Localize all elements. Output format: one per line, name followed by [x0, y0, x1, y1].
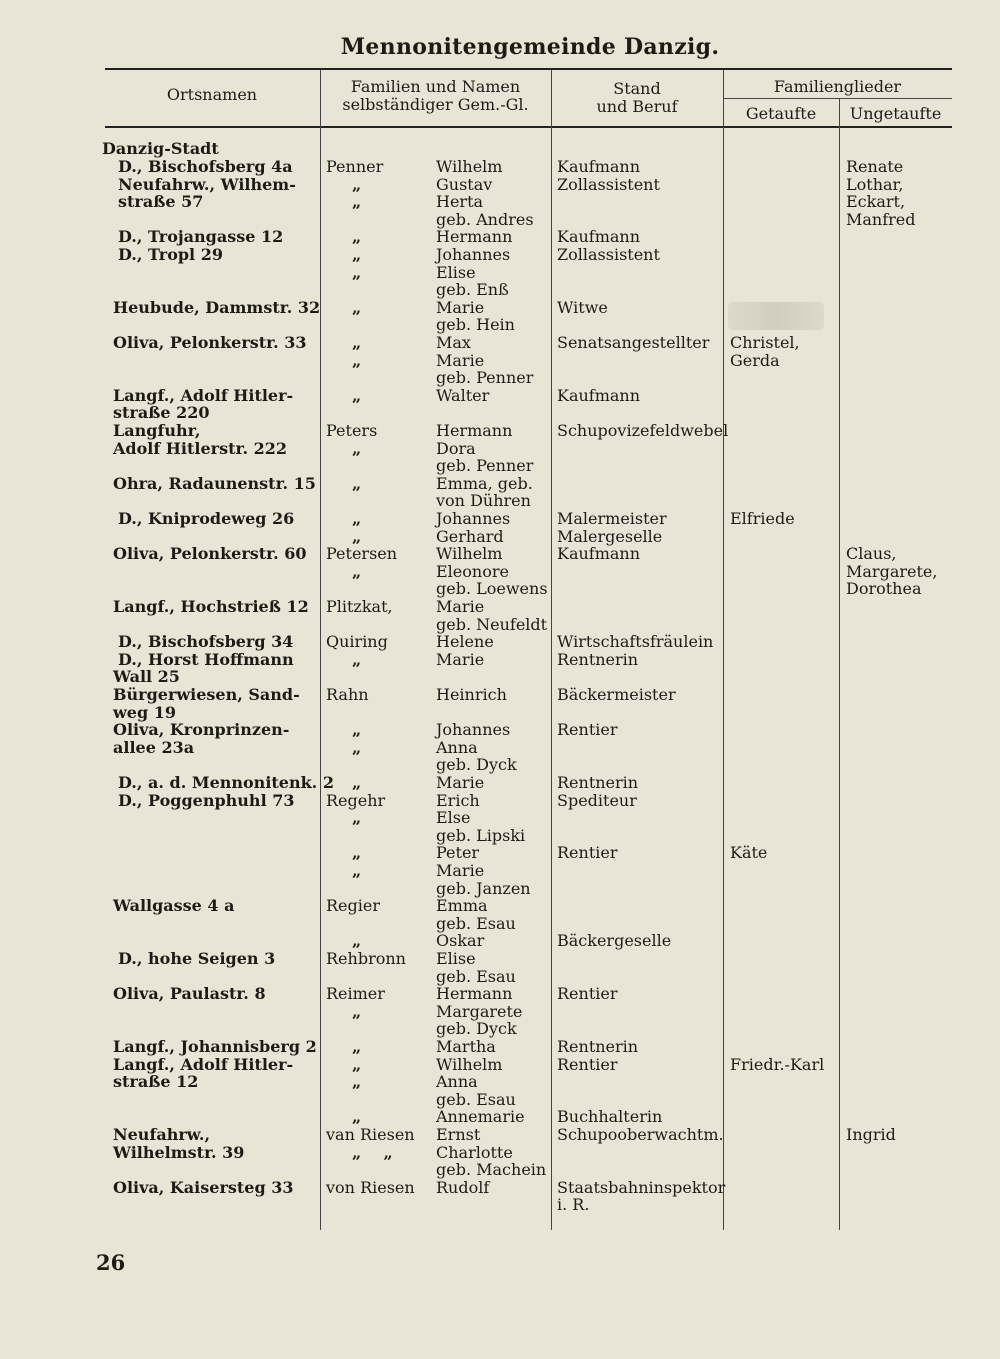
row-family-name: „ [352, 526, 362, 546]
row-place: Oliva, Pelonkerstr. 60 [113, 544, 307, 564]
page-title: Mennonitengemeinde Danzig. [340, 34, 720, 60]
row-family-name: „ [352, 245, 362, 264]
row-family-name: „ [352, 773, 362, 792]
row-family-name: „ [352, 737, 362, 757]
row-family-name: Rehbronn [326, 949, 406, 968]
row-first-name: Annemarie [436, 1107, 525, 1127]
row-place: weg 19 [113, 702, 176, 722]
row-baptized-member: Käte [730, 843, 768, 863]
row-first-name: geb. Hein [436, 315, 515, 335]
row-family-name: Regehr [326, 790, 386, 810]
row-first-name: Johannes [436, 245, 511, 264]
row-family-name: „ [352, 1107, 362, 1127]
row-place: D., Horst Hoffmann [118, 649, 294, 669]
row-first-name: Wilhelm [436, 157, 503, 176]
row-family-name: „ [352, 174, 362, 194]
row-occupation: Schupovizefeldwebel [557, 421, 729, 440]
row-first-name: Anna [436, 737, 478, 757]
row-first-name: Elise [436, 949, 476, 968]
row-place: D., Bischofsberg 4a [118, 157, 293, 176]
row-first-name: Marie [436, 297, 485, 317]
row-place: Ohra, Radaunenstr. 15 [113, 473, 316, 493]
row-first-name: geb. Neufeldt [436, 614, 548, 634]
row-place: D., Bischofsberg 34 [118, 632, 294, 652]
row-place: Heubude, Dammstr. 32 [113, 297, 321, 317]
row-family-name: „ [352, 473, 362, 493]
row-first-name: Erich [436, 790, 480, 810]
row-first-name: Peter [436, 843, 480, 863]
column-divider [839, 98, 840, 1230]
row-occupation: Bäckermeister [557, 685, 676, 704]
row-first-name: Marie [436, 350, 485, 370]
header-familien-line1: Familien und Namen [350, 77, 521, 96]
header-familien-line2: selbständiger Gem.-Gl. [342, 95, 529, 114]
row-first-name: Charlotte [436, 1142, 513, 1162]
row-place: D., Kniprodeweg 26 [118, 509, 295, 528]
row-family-name: „ [352, 861, 362, 880]
row-first-name: Gustav [436, 174, 493, 194]
row-occupation: Zollassistent [557, 245, 660, 264]
row-occupation: Staatsbahninspektor [557, 1177, 726, 1197]
row-place: Langf., Hochstrieß 12 [113, 597, 309, 616]
row-family-name: „ [352, 333, 362, 352]
row-first-name: geb. Janzen [436, 878, 531, 898]
row-occupation: Bäckergeselle [557, 931, 672, 951]
paper-stain [728, 302, 824, 330]
row-baptized-member: Friedr.-Karl [730, 1054, 825, 1074]
row-family-name: „ [352, 509, 362, 528]
row-family-name: „ [352, 1001, 362, 1021]
row-occupation: Rentier [557, 984, 618, 1004]
row-place: Adolf Hitlerstr. 222 [113, 438, 287, 458]
row-first-name: Ernst [436, 1125, 481, 1144]
row-first-name: Wilhelm [436, 544, 503, 564]
row-place: straße 220 [113, 403, 210, 423]
row-first-name: Max [436, 333, 471, 352]
row-first-name: Helene [436, 632, 494, 652]
table-header-rule [105, 126, 952, 128]
row-occupation: Buchhalterin [557, 1107, 663, 1127]
header-ortsnamen: Ortsnamen [166, 85, 258, 104]
row-first-name: Wilhelm [436, 1054, 503, 1074]
row-family-name: „ [352, 561, 362, 581]
row-family-name: von Riesen [326, 1177, 415, 1197]
row-first-name: geb. Esau [436, 966, 516, 986]
row-first-name: von Dühren [436, 491, 531, 511]
row-occupation: Kaufmann [557, 544, 641, 564]
row-first-name: Marie [436, 649, 485, 669]
row-family-name: Peters [326, 421, 378, 440]
row-first-name: Eleonore [436, 561, 509, 581]
row-occupation: Kaufmann [557, 227, 641, 247]
row-unbaptized-member: Eckart, [846, 192, 906, 212]
row-first-name: Martha [436, 1037, 496, 1056]
row-first-name: geb. Penner [436, 456, 534, 476]
row-family-name: „ [352, 649, 362, 669]
row-first-name: Herta [436, 192, 484, 212]
row-first-name: Walter [436, 385, 490, 405]
row-place: Langfuhr, [113, 421, 201, 440]
row-family-name: Reimer [326, 984, 385, 1004]
row-occupation: Rentier [557, 720, 618, 740]
subheader-rule [723, 98, 952, 99]
row-occupation: Rentier [557, 843, 618, 863]
row-baptized-member: Gerda [730, 350, 780, 370]
row-place: Langf., Johannisberg 2 [113, 1037, 317, 1056]
row-unbaptized-member: Ingrid [846, 1125, 896, 1144]
row-first-name: Margarete [436, 1001, 523, 1021]
row-first-name: Hermann [436, 421, 513, 440]
row-family-name: „ [352, 1054, 362, 1074]
column-divider [551, 70, 552, 1230]
row-family-name: „ [352, 931, 362, 951]
row-family-name: Rahn [326, 685, 369, 704]
row-place: Oliva, Paulastr. 8 [113, 984, 266, 1004]
row-unbaptized-member: Manfred [846, 209, 916, 229]
row-first-name: Hermann [436, 984, 513, 1004]
row-first-name: Gerhard [436, 526, 504, 546]
row-first-name: Marie [436, 861, 485, 880]
section-heading: Danzig-Stadt [102, 139, 219, 158]
row-first-name: Rudolf [436, 1177, 490, 1197]
row-first-name: Marie [436, 597, 485, 616]
row-unbaptized-member: Dorothea [846, 579, 922, 599]
row-family-name: „ [352, 385, 362, 405]
row-occupation: Malermeister [557, 509, 667, 528]
page-number: 26 [96, 1250, 126, 1275]
row-occupation: Rentnerin [557, 1037, 639, 1056]
row-place: D., Tropl 29 [118, 245, 223, 264]
row-first-name: geb. Andres [436, 209, 534, 229]
row-first-name: geb. Loewens [436, 579, 548, 599]
row-first-name: Emma, geb. [436, 473, 533, 493]
row-occupation: Spediteur [557, 790, 637, 810]
row-occupation: Rentier [557, 1054, 618, 1074]
row-occupation: Rentnerin [557, 649, 639, 669]
row-place: Langf., Adolf Hitler- [113, 385, 294, 405]
row-family-name: „ [352, 808, 362, 828]
row-family-name: „ [352, 843, 362, 863]
row-place: Wallgasse 4 a [113, 896, 235, 916]
row-place: Neufahrw., [113, 1125, 211, 1144]
row-place: straße 57 [118, 192, 204, 212]
row-unbaptized-member: Lothar, [846, 174, 904, 194]
header-stand-line1: Stand [613, 79, 661, 98]
row-occupation: Malergeselle [557, 526, 663, 546]
row-family-name: „ [352, 1037, 362, 1056]
row-place: Oliva, Kaisersteg 33 [113, 1177, 294, 1197]
row-family-name: van Riesen [326, 1125, 415, 1144]
row-occupation: Kaufmann [557, 157, 641, 176]
row-first-name: geb. Enß [436, 280, 509, 300]
row-place: Neufahrw., Wilhem- [118, 174, 296, 194]
row-family-name: „ [352, 297, 362, 317]
row-first-name: Hermann [436, 227, 513, 247]
row-first-name: geb. Lipski [436, 825, 526, 845]
row-place: D., Trojangasse 12 [118, 227, 284, 247]
row-place: Wilhelmstr. 39 [113, 1142, 245, 1162]
row-first-name: Johannes [436, 720, 511, 740]
row-unbaptized-member: Margarete, [846, 561, 938, 581]
row-unbaptized-member: Renate [846, 157, 904, 176]
row-family-name: Quiring [326, 632, 388, 652]
row-first-name: geb. Dyck [436, 1019, 517, 1039]
row-occupation: Witwe [557, 297, 608, 317]
header-familienglieder: Familienglieder [773, 77, 902, 96]
row-place: Bürgerwiesen, Sand- [113, 685, 300, 704]
row-occupation: Schupooberwachtm. [557, 1125, 724, 1144]
row-unbaptized-member: Claus, [846, 544, 897, 564]
row-family-name: Plitzkat, [326, 597, 393, 616]
row-first-name: geb. Esau [436, 913, 516, 933]
row-place: Langf., Adolf Hitler- [113, 1054, 294, 1074]
row-place: Oliva, Kronprinzen- [113, 720, 290, 740]
row-occupation: Rentnerin [557, 773, 639, 792]
row-first-name: Emma [436, 896, 488, 916]
row-family-name: Regier [326, 896, 380, 916]
row-first-name: Marie [436, 773, 485, 792]
row-place: D., a. d. Mennonitenk. 2 [118, 773, 334, 792]
header-ungetaufte: Ungetaufte [849, 104, 942, 123]
row-family-name: „ [352, 262, 362, 282]
row-place: D., hohe Seigen 3 [118, 949, 276, 968]
row-family-name: „ [352, 1072, 362, 1092]
row-place: straße 12 [113, 1072, 199, 1092]
row-first-name: Johannes [436, 509, 511, 528]
row-occupation: Senatsangestellter [557, 333, 710, 352]
row-family-name: Penner [326, 157, 384, 176]
row-first-name: Dora [436, 438, 476, 458]
row-first-name: Heinrich [436, 685, 507, 704]
row-occupation: Wirtschaftsfräulein [557, 632, 714, 652]
row-first-name: geb. Esau [436, 1089, 516, 1109]
row-family-name: „ [352, 192, 362, 212]
header-stand-line2: und Beruf [596, 97, 678, 116]
row-family-name: „ [352, 350, 362, 370]
table-top-rule [105, 68, 952, 70]
row-place: Oliva, Pelonkerstr. 33 [113, 333, 307, 352]
row-place: D., Poggenphuhl 73 [118, 790, 295, 810]
row-place: Wall 25 [113, 667, 180, 687]
row-first-name: Else [436, 808, 471, 828]
row-first-name: Anna [436, 1072, 478, 1092]
row-first-name: Elise [436, 262, 476, 282]
row-baptized-member: Elfriede [730, 509, 795, 528]
column-divider [723, 70, 724, 1230]
row-first-name: Oskar [436, 931, 485, 951]
row-baptized-member: Christel, [730, 333, 800, 352]
row-occupation: Kaufmann [557, 385, 641, 405]
row-family-name: „ [352, 438, 362, 458]
row-occupation: i. R. [557, 1195, 590, 1215]
row-family-name: „ „ [352, 1142, 393, 1162]
row-first-name: geb. Machein [436, 1160, 547, 1180]
row-family-name: „ [352, 720, 362, 740]
row-family-name: Petersen [326, 544, 398, 564]
row-place: allee 23a [113, 737, 195, 757]
row-family-name: „ [352, 227, 362, 247]
row-first-name: geb. Dyck [436, 755, 517, 775]
column-divider [320, 70, 321, 1230]
row-occupation: Zollassistent [557, 174, 660, 194]
header-getaufte: Getaufte [745, 104, 817, 123]
row-first-name: geb. Penner [436, 368, 534, 388]
